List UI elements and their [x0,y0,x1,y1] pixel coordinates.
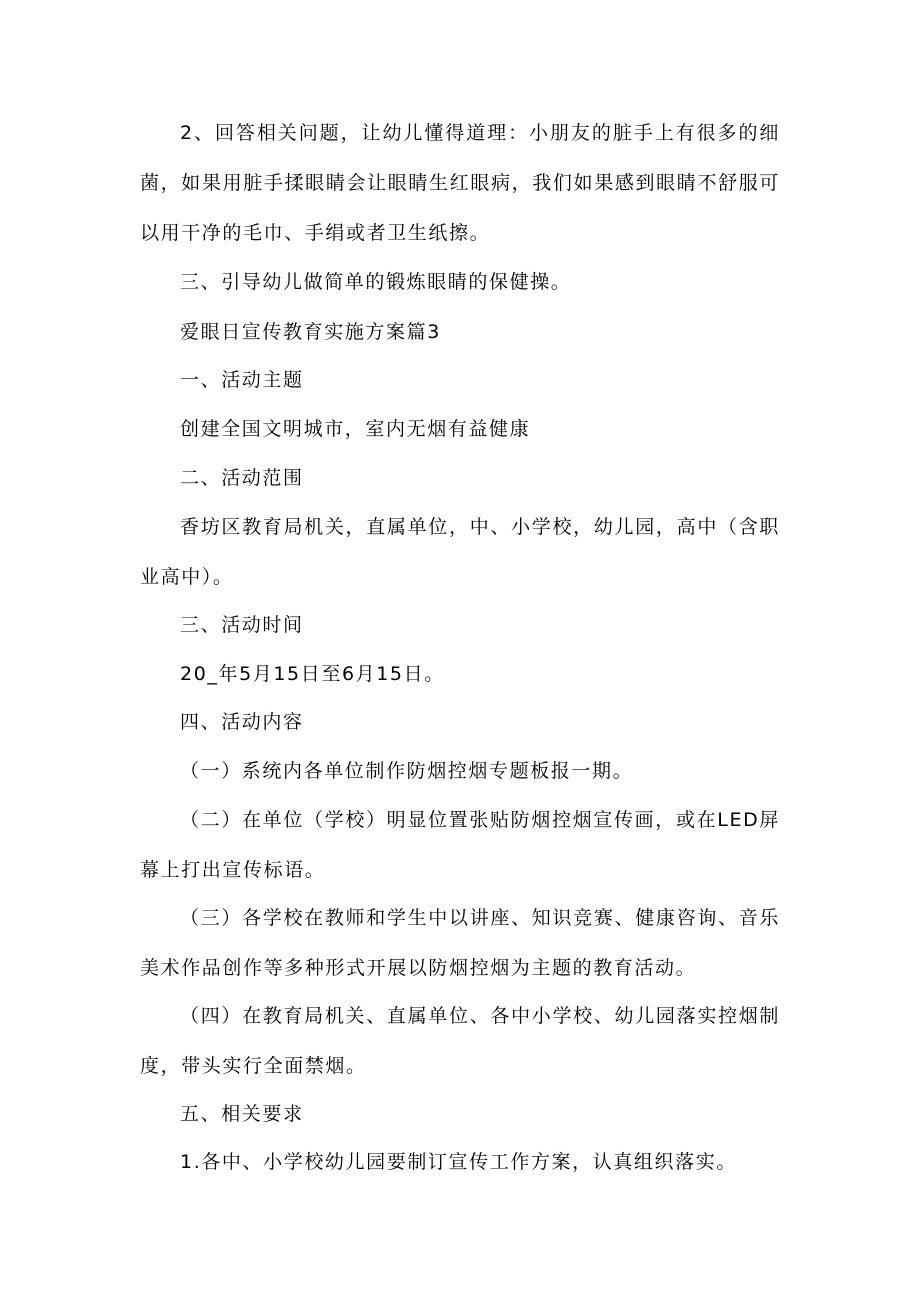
paragraph-activity-time: 20_年5月15日至6月15日。 [180,663,445,685]
paragraph-activity-theme: 创建全国文明城市，室内无烟有益健康 [180,418,531,440]
heading-requirements: 五、相关要求 [180,1103,304,1125]
paragraph-activity-scope: 香坊区教育局机关，直属单位，中、小学校，幼儿园，高中（含职业高中）。 [140,516,780,588]
paragraph-eye-exercise: 三、引导幼儿做简单的锻炼眼睛的保健操。 [180,271,572,293]
heading-activity-scope: 二、活动范围 [180,467,304,489]
paragraph-requirement-1: 1.各中、小学校幼儿园要制订宣传工作方案，认真组织落实。 [180,1151,737,1173]
heading-activity-theme: 一、活动主题 [180,369,304,391]
heading-activity-time: 三、活动时间 [180,614,304,636]
paragraph-eye-hygiene-answer: 2、回答相关问题，让幼儿懂得道理：小朋友的脏手上有很多的细菌，如果用脏手揉眼睛会让眼睛生红眼病，我们如果感到眼睛不舒服可以用干净的毛巾、手绢或者卫生纸擦。 [140,122,780,244]
paragraph-content-item-1: （一）系统内各单位制作防烟控烟专题板报一期。 [180,760,634,782]
paragraph-content-item-2: （二）在单位（学校）明显位置张贴防烟控烟宣传画，或在LED屏幕上打出宣传标语。 [140,809,780,881]
section-title-plan-3: 爱眼日宣传教育实施方案篇3 [180,321,441,343]
paragraph-content-item-4: （四）在教育局机关、直属单位、各中小学校、幼儿园落实控烟制度，带头实行全面禁烟。 [140,1005,780,1077]
heading-activity-content: 四、活动内容 [180,711,304,733]
paragraph-content-item-3: （三）各学校在教师和学生中以讲座、知识竞赛、健康咨询、音乐美术作品创作等多种形式开展以防烟控烟为主题的教育活动。 [140,907,780,979]
